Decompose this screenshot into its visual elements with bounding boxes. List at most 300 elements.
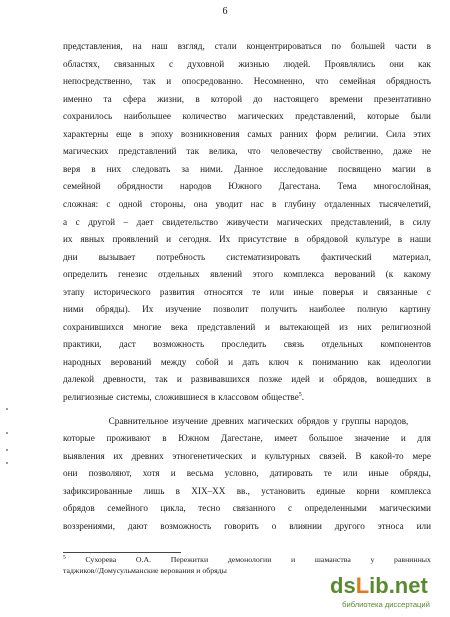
- word: Данное: [234, 163, 263, 174]
- word: свойственно,: [332, 146, 384, 157]
- word: семейной: [63, 181, 101, 192]
- word: какой-то: [370, 450, 404, 461]
- footnote-word: и: [291, 555, 296, 564]
- word: и: [166, 234, 172, 245]
- word: так: [155, 374, 168, 385]
- word: представлений,: [330, 216, 392, 227]
- word: с: [75, 216, 80, 227]
- text-line: [63, 373, 431, 385]
- scan-speck: [6, 449, 8, 451]
- word: и: [170, 468, 176, 479]
- word: возникновения: [180, 128, 240, 139]
- word: зафиксированные: [63, 485, 133, 496]
- word: областях,: [63, 58, 100, 69]
- word: религиозные: [63, 392, 114, 402]
- word: группы: [341, 415, 371, 426]
- text-line: [63, 520, 431, 532]
- word: опосредованно.: [181, 76, 244, 87]
- svg-text:dsLib.net: dsLib.net: [330, 573, 428, 598]
- watermark-subtitle: библиотека диссертаций: [342, 600, 430, 609]
- word: в: [195, 93, 200, 104]
- word: и: [400, 433, 406, 444]
- word: этапу: [63, 286, 85, 297]
- word: именно: [63, 93, 93, 104]
- word: Их: [219, 234, 231, 245]
- word: сегодня.: [178, 234, 212, 245]
- word: уводит: [215, 198, 243, 209]
- word: в: [175, 485, 180, 496]
- word: сохранилось: [63, 111, 113, 122]
- word: присутствие: [238, 234, 287, 245]
- word: поверья: [322, 286, 354, 297]
- word: датировать: [269, 468, 313, 479]
- word: явлений: [210, 269, 243, 280]
- word: из: [339, 321, 348, 332]
- word: лишь: [143, 485, 165, 496]
- word: этноса: [377, 520, 404, 531]
- text-line: [63, 93, 431, 105]
- word: Проявлялись: [324, 58, 376, 69]
- word: обрядов: [63, 503, 95, 514]
- text-line: [63, 233, 431, 245]
- word: проследить: [221, 339, 267, 350]
- word: В: [355, 450, 362, 461]
- word: цикла,: [160, 503, 186, 514]
- word: которой: [210, 93, 242, 104]
- text-line: [63, 163, 431, 175]
- word: до: [253, 93, 263, 104]
- word: верований: [334, 269, 376, 280]
- word: идей: [291, 374, 310, 385]
- word: что: [315, 76, 329, 87]
- word: в: [271, 198, 277, 209]
- word: комплекса: [283, 269, 324, 280]
- word: посвящено: [338, 163, 382, 174]
- word: исторического: [93, 286, 151, 297]
- footnote-word: Сухорева: [85, 555, 117, 564]
- word: между: [160, 356, 187, 367]
- text-line: [63, 145, 431, 157]
- word: систематизировать: [226, 251, 300, 262]
- word: культуре: [355, 234, 390, 245]
- word: этого: [252, 269, 274, 280]
- text-line: [63, 180, 431, 192]
- text-line: [63, 216, 431, 228]
- word: дает: [136, 216, 154, 227]
- word: о: [271, 520, 277, 531]
- word: в: [91, 163, 96, 174]
- word: Тема: [337, 181, 357, 192]
- word: отдельных: [321, 339, 364, 350]
- word: культурных: [264, 450, 311, 461]
- word: единые: [316, 485, 346, 496]
- word: условно,: [224, 468, 259, 479]
- text-line: [63, 75, 431, 87]
- word: Их: [142, 304, 154, 315]
- word: их: [113, 450, 123, 461]
- word: времени: [329, 93, 363, 104]
- word: дают: [127, 520, 148, 531]
- word: компонентов: [380, 339, 431, 350]
- scan-speck: [6, 408, 8, 410]
- word: в: [426, 41, 431, 51]
- footnote-word: шаманства: [314, 555, 351, 564]
- word: собой: [195, 356, 219, 367]
- word: представлений,: [295, 111, 356, 122]
- word: с: [106, 198, 111, 209]
- word: у: [333, 415, 338, 426]
- text-line: [63, 268, 431, 280]
- word: обряды,: [399, 468, 431, 479]
- word: одной: [118, 198, 143, 209]
- word: обрядности: [117, 181, 163, 192]
- word: дни: [63, 251, 78, 262]
- text-line: [63, 128, 431, 140]
- text-line: [63, 198, 431, 210]
- word: форм: [315, 128, 337, 139]
- word: другого: [334, 520, 365, 531]
- word: в: [426, 163, 431, 174]
- word: –: [123, 216, 129, 227]
- word: связанного: [232, 503, 276, 514]
- word: Сила: [385, 128, 406, 139]
- word: воззрениями,: [63, 520, 115, 531]
- word: вытекающей: [279, 321, 330, 332]
- word: для: [417, 433, 431, 444]
- word: магических: [63, 146, 109, 157]
- word: древности,: [103, 374, 146, 385]
- word: сложившиеся: [154, 392, 208, 402]
- word: Сравнительное: [108, 415, 169, 426]
- word: которые: [367, 111, 399, 122]
- word: или: [269, 286, 285, 297]
- word: практики,: [63, 339, 102, 350]
- word: в: [162, 433, 167, 444]
- word: многослойная,: [373, 181, 431, 192]
- word: так: [142, 76, 156, 87]
- word: изучение: [165, 304, 202, 315]
- word: концентрироваться: [246, 41, 322, 51]
- word: возможность: [160, 520, 212, 531]
- text-line: [63, 502, 431, 514]
- watermark: [326, 571, 446, 615]
- word: ранних: [279, 128, 308, 139]
- word: развития: [159, 286, 195, 297]
- word: наш: [151, 41, 168, 51]
- word: по: [331, 41, 341, 51]
- word: определить: [63, 269, 108, 280]
- word: вызывает: [98, 251, 136, 262]
- word: влиянии: [289, 520, 322, 531]
- word: магии: [392, 163, 416, 174]
- word: непосредственно,: [63, 76, 133, 87]
- word: явных: [80, 234, 105, 245]
- word: далекой: [63, 374, 95, 385]
- word: магических: [247, 415, 294, 426]
- word: иные: [368, 468, 389, 479]
- word: Дагестана.: [278, 181, 321, 192]
- footnote-word: О.А.: [135, 555, 152, 564]
- word: наибольшее: [123, 111, 171, 122]
- word: связанных: [113, 58, 155, 69]
- word: весьма: [186, 468, 214, 479]
- word: с: [426, 286, 431, 297]
- word: установить: [261, 485, 306, 496]
- word: дать: [242, 356, 260, 367]
- word: религиозной: [381, 321, 431, 332]
- word: веря: [63, 163, 81, 174]
- word: они: [63, 468, 78, 479]
- word: жизнью: [238, 58, 270, 69]
- word: как: [367, 356, 381, 367]
- word: Южного: [228, 181, 262, 192]
- word: определенными: [304, 503, 367, 514]
- footnote-text-2: таджиков//Домусульманские верования и обряды: [63, 566, 227, 575]
- word: возможность: [153, 339, 205, 350]
- word: вошедших: [376, 374, 418, 385]
- word: пониманию: [312, 356, 359, 367]
- word: обществе$^5$.: [261, 391, 305, 402]
- word: обряды).: [95, 304, 130, 315]
- word: силу: [412, 216, 431, 227]
- footnote-word: у: [370, 555, 375, 564]
- word: этих: [413, 128, 431, 139]
- footnote-reference: 5: [298, 391, 302, 398]
- word: многие: [133, 321, 162, 332]
- word: картину: [399, 304, 431, 315]
- word: сложная:: [63, 198, 99, 209]
- word: стороны,: [150, 198, 186, 209]
- word: в: [294, 234, 299, 245]
- word: в: [139, 128, 144, 139]
- footnote-word: равнинных: [394, 555, 431, 564]
- word: древних: [211, 415, 244, 426]
- word: связей.: [319, 450, 347, 461]
- word: классовом: [218, 392, 259, 402]
- word: в: [426, 374, 431, 385]
- word: древних: [131, 450, 164, 461]
- text-line: [63, 432, 431, 444]
- scan-speck: [6, 432, 8, 434]
- word: с: [288, 503, 293, 514]
- word: живучести: [226, 216, 269, 227]
- word: и: [362, 286, 368, 297]
- word: иные: [293, 286, 314, 297]
- word: какому: [403, 269, 431, 280]
- word: с: [169, 58, 174, 69]
- word: позволяют,: [88, 468, 132, 479]
- word: презентативно: [373, 93, 431, 104]
- word: вв.,: [236, 485, 250, 496]
- word: эпоху: [151, 128, 174, 139]
- text-line: [63, 58, 431, 70]
- word: в: [210, 392, 216, 402]
- text-line: [63, 391, 431, 403]
- word: самых: [247, 128, 273, 139]
- word: стали: [214, 41, 237, 51]
- word: народных: [63, 356, 102, 367]
- word: еще: [116, 128, 132, 139]
- word: и: [166, 76, 172, 87]
- word: Дагестане,: [220, 433, 263, 444]
- word: в: [397, 234, 403, 245]
- word: относятся: [203, 286, 243, 297]
- word: позволит: [213, 304, 249, 315]
- word: представления,: [63, 41, 123, 51]
- word: семейного: [107, 503, 148, 514]
- text-line: [63, 338, 431, 350]
- word: человечеству: [270, 146, 323, 157]
- word: свидетельство: [162, 216, 218, 227]
- text-line: [63, 251, 431, 263]
- word: к: [298, 356, 303, 367]
- word: имеет: [274, 433, 298, 444]
- word: материал,: [392, 251, 431, 262]
- word: получить: [260, 304, 298, 315]
- word: фактический: [321, 251, 372, 262]
- word: магических: [276, 216, 323, 227]
- word: другой: [88, 216, 116, 227]
- word: хотя: [142, 468, 160, 479]
- word: представлений: [197, 321, 256, 332]
- word: жизни,: [157, 93, 185, 104]
- word: сохранившихся: [63, 321, 124, 332]
- footnote-word: Пережитки: [170, 555, 209, 564]
- word: ними: [63, 304, 84, 315]
- word: велика,: [208, 146, 238, 157]
- word: значение: [354, 433, 390, 444]
- word: большей: [350, 41, 385, 51]
- word: полную: [357, 304, 388, 315]
- word: и: [176, 374, 182, 385]
- word: те: [252, 286, 261, 297]
- word: что: [247, 146, 261, 157]
- word: потребность: [156, 251, 206, 262]
- word: и: [228, 356, 234, 367]
- word: корни: [356, 485, 380, 496]
- word: взгляд,: [177, 41, 205, 51]
- word: она: [193, 198, 208, 209]
- word: были: [410, 111, 431, 122]
- word: этногенетических: [172, 450, 243, 461]
- word: в: [399, 216, 405, 227]
- text-line: [63, 40, 431, 52]
- word: ключ: [268, 356, 289, 367]
- word: проявлений: [112, 234, 159, 245]
- text-line: [63, 303, 431, 315]
- word: семейная: [339, 76, 376, 87]
- word: верований: [110, 356, 152, 367]
- word: генезис: [118, 269, 148, 280]
- word: даже: [392, 146, 413, 157]
- footnote-word: демонологии: [227, 555, 272, 564]
- word: народов,: [374, 415, 409, 426]
- word: и: [319, 374, 324, 385]
- word: системы,: [116, 392, 152, 402]
- word: связанные: [377, 286, 418, 297]
- word: проживают: [106, 433, 151, 444]
- word: обрядов,: [333, 374, 368, 385]
- footnote-marker: 5: [63, 554, 66, 561]
- footnote-separator: [63, 552, 181, 553]
- text-line: [63, 356, 431, 368]
- word: как: [418, 58, 431, 69]
- word: духовной: [187, 58, 225, 69]
- word: большое: [308, 433, 343, 444]
- word: отдельных: [158, 269, 200, 280]
- word: века: [170, 321, 188, 332]
- word: наиболее: [309, 304, 345, 315]
- word: представлений: [118, 146, 177, 157]
- word: комплекса: [390, 485, 431, 496]
- word: та: [103, 93, 112, 104]
- word: глубину: [284, 198, 316, 209]
- word: связь: [283, 339, 305, 350]
- word: нас: [250, 198, 264, 209]
- word: обрядовой: [306, 234, 348, 245]
- word: магическими: [379, 503, 431, 514]
- text-line: [63, 286, 431, 298]
- word: тысячелетий,: [378, 198, 431, 209]
- word: обрядность: [386, 76, 431, 87]
- word: говорить: [224, 520, 259, 531]
- word: Несомненно,: [253, 76, 305, 87]
- word: за: [181, 163, 190, 174]
- word: них: [357, 321, 372, 332]
- word: количество: [182, 111, 227, 122]
- word: изучение: [172, 415, 208, 426]
- word: народов: [179, 181, 212, 192]
- word: XIX–XX: [191, 485, 226, 496]
- word: так: [186, 146, 200, 157]
- word: отдаленных: [324, 198, 371, 209]
- word: обрядов: [297, 415, 330, 426]
- word: ними.: [200, 163, 223, 174]
- word: выявления: [63, 450, 105, 461]
- word: те: [323, 468, 332, 479]
- word: развивавшихся: [190, 374, 250, 385]
- word: которые: [63, 433, 95, 444]
- word: идеологии: [390, 356, 431, 367]
- word: магических: [238, 111, 284, 122]
- footnote-line-1: [63, 555, 431, 565]
- word: и: [265, 321, 270, 332]
- word: (к: [385, 269, 394, 280]
- word: них: [106, 163, 122, 174]
- word: Южном: [178, 433, 210, 444]
- page-number: 6: [222, 6, 228, 17]
- word: исследование: [274, 163, 328, 174]
- scan-speck: [6, 462, 8, 464]
- word: тесно: [198, 503, 221, 514]
- word: они: [389, 58, 404, 69]
- word: или: [416, 520, 431, 531]
- word: позже: [258, 374, 283, 385]
- word: или: [342, 468, 358, 479]
- text-line: [86, 415, 431, 427]
- word: части: [394, 41, 417, 51]
- text-line: [63, 485, 431, 497]
- text-line: [63, 450, 431, 462]
- word: настоящего: [273, 93, 319, 104]
- word: следовать: [132, 163, 171, 174]
- word: и: [251, 450, 257, 461]
- text-line: [63, 321, 431, 333]
- word: наши: [409, 234, 431, 245]
- word: характерны: [63, 128, 109, 139]
- word: их: [63, 234, 73, 245]
- word: а: [63, 216, 68, 227]
